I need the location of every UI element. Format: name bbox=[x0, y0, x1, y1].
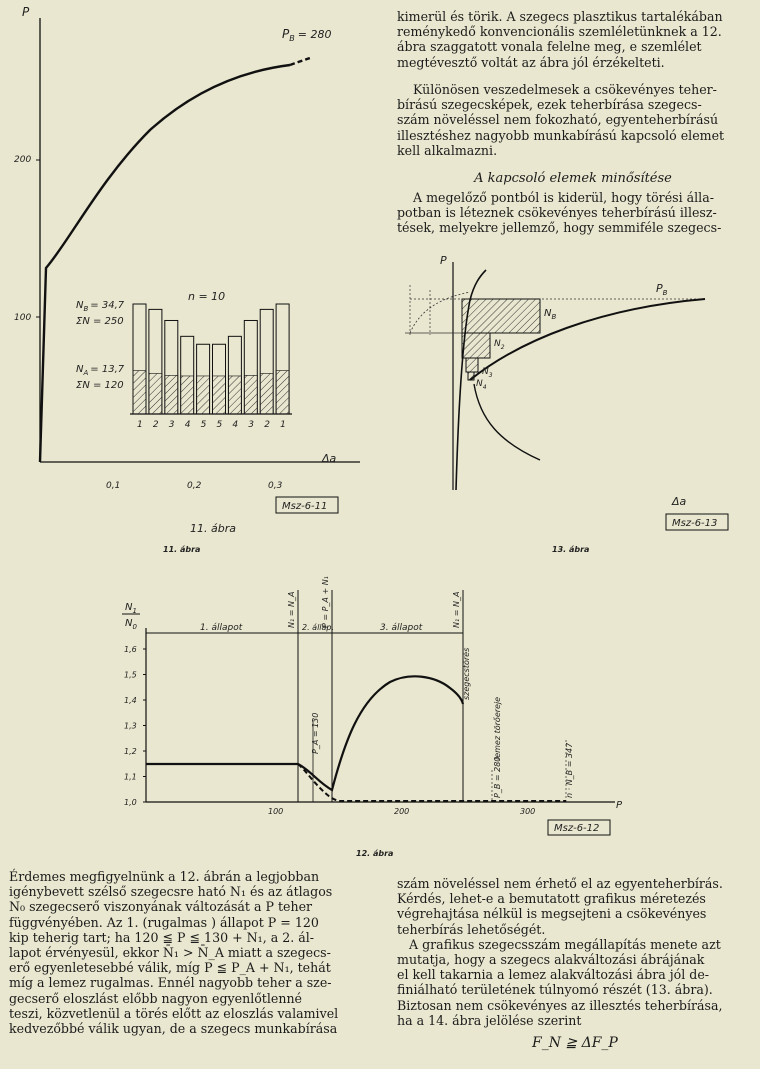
fig12-ytick-label: 1,3 bbox=[124, 721, 137, 731]
inset-bar-label: 3 bbox=[168, 420, 175, 430]
fig12-vlabel-na: N₁ = N_A bbox=[287, 591, 296, 628]
fig12-vlabel-pa-n1: P = P_A + N₁ bbox=[321, 576, 330, 628]
fig13-n4-label: $N_4$ bbox=[476, 379, 487, 391]
right-paragraph-2: Különösen veszedelmesek a csökevényes teher- bírású szegecsképek, ezek teherbírása szegecs- szám növeléssel nem fokozható, egyenteherbírású illesztéshez nagyobb munkabírású kapcsoló elemet kell alkalmazni. bbox=[397, 82, 725, 158]
fig12-ytick-label: 1,4 bbox=[124, 696, 137, 705]
fig12-vlabel-plate: lemez törőereje bbox=[493, 696, 502, 760]
right-paragraph-1: kimerül és törik. A szegecs plasztikus tartalékában reménykedő konvencionális szemléletünknek a 12. ábra szaggatott vonala felelne meg, e szemlélet megtévesztő voltát az ábra jól érzékelteti. bbox=[397, 9, 723, 70]
inset-na-label: $N_A = 13,7$ bbox=[76, 364, 125, 377]
fig13-ylabel: P bbox=[440, 254, 447, 267]
fig11-printed-caption: 11. ábra bbox=[163, 545, 201, 554]
fig12-xtick-200: 200 bbox=[394, 807, 410, 816]
fig11-ref-text: Msz-6-11 bbox=[282, 501, 328, 512]
fig12-xtick-300: 300 bbox=[520, 807, 536, 816]
fig12-vlabel-na-2: N₁ = N_A bbox=[452, 591, 461, 628]
fig11-ylabel: P bbox=[22, 5, 30, 19]
fig13-xlabel: Δa bbox=[672, 495, 687, 508]
fig12-ytick-label: 1,2 bbox=[124, 747, 137, 756]
section-heading: A kapcsoló elemek minősítése bbox=[474, 171, 672, 186]
fig12-ylabel-den: $N_0$ bbox=[125, 618, 137, 631]
fig12-ytick-label: 1,5 bbox=[124, 670, 137, 680]
inset-bar-label: 2 bbox=[152, 420, 159, 430]
right-paragraph-3: A megelőző pontból is kiderül, hogy törési álla- potban is léteznek csökevényes teherbírású illesz- tések, melyekre jellemző, hogy semmiféle szegecs- bbox=[397, 190, 722, 236]
fig12-ytick-label: 1,6 bbox=[124, 645, 137, 654]
bottom-left-paragraph: Érdemes megfigyelnünk a 12. ábrán a legjobban igénybevett szélső szegecsre ható N₁ és az átlagos N₀ szegecserő viszonyának változását a P teher függvényében. Az 1. (rugalmas ) állapot P = 120 kip teherig tart; ha 120 ≦ P ≦ 130 + N₁, a 2. ál- lapot érvényesül, ekkor N̄₁ > N̄_A miatt a szegecs- erő egyenletesebbé válik, míg P ≦ P_A + N₁, tehát míg a lemez rugalmas. Ennél nagyobb teher a sze- gecserő eloszlást előbb nagyon egyenlőtlenné teszi, közvetlenül a törés előtt az eloszlás valamivel kedvezőbbé válik ugyan, de a szegecs munkabírása bbox=[9, 869, 339, 1037]
fig12-vlabel-rivet-break: szegecstörés bbox=[462, 647, 471, 700]
fig13-ref-text: Msz-6-13 bbox=[672, 518, 718, 529]
fig12-ylabel-num: $N_1$ bbox=[125, 602, 137, 615]
fig13-pb-label: $P_B$ bbox=[656, 282, 668, 297]
fig11-hand-caption: 11. ábra bbox=[190, 522, 236, 535]
fig11-xlabel: Δa bbox=[322, 452, 337, 465]
fig13-n2-label: $N_2$ bbox=[494, 339, 505, 351]
fig12-xtick-100: 100 bbox=[268, 807, 284, 816]
fig12-ytick-label: 1,0 bbox=[124, 798, 137, 807]
fig13-printed-caption: 13. ábra bbox=[552, 545, 590, 554]
fig13-n3-label: $N_3$ bbox=[482, 367, 493, 379]
fig11-ytick-100: 100 bbox=[14, 313, 32, 323]
fig12-printed-caption: 12. ábra bbox=[356, 849, 394, 858]
inset-nb-label: $N_B = 34,7$ bbox=[76, 300, 125, 313]
fig11-xtick-01: 0,1 bbox=[106, 481, 121, 491]
inset-sumn-bottom: ΣN = 120 bbox=[76, 380, 124, 391]
fig12-state-2: 2. állap. bbox=[302, 623, 335, 632]
inset-bar-label: 4 bbox=[232, 420, 239, 430]
inset-bar-label: 1 bbox=[137, 420, 143, 430]
fig13-nb-label: $N_B$ bbox=[544, 308, 557, 321]
fig11-xtick-03: 0,3 bbox=[268, 481, 283, 491]
inset-bar-label: 1 bbox=[280, 420, 286, 430]
inset-n-label: n = 10 bbox=[188, 290, 226, 303]
inset-bar-label: 4 bbox=[184, 420, 191, 430]
inset-bar-label: 5 bbox=[200, 420, 207, 430]
fig12-ref-text: Msz-6-12 bbox=[554, 823, 600, 834]
fig11-ytick-200: 200 bbox=[14, 155, 32, 165]
inset-sumn-top: ΣN = 250 bbox=[76, 316, 124, 327]
fig12-xlabel: P bbox=[616, 800, 623, 811]
fig12-ytick-label: 1,1 bbox=[124, 772, 137, 782]
inset-bar-label: 3 bbox=[248, 420, 255, 430]
fig12-vlabel-nnb: n · N_B = 347 bbox=[565, 742, 574, 798]
fig12-vlabel-pa130: P_A = 130 bbox=[311, 712, 320, 754]
fig11-pb-label: $P_B = 280$ bbox=[282, 27, 332, 43]
fig12-state-3: 3. állapot bbox=[380, 623, 423, 633]
inset-bar-label: 2 bbox=[264, 420, 270, 430]
fig12-vlabel-pb: P_B = 280 bbox=[493, 756, 502, 798]
inset-bar-label: 5 bbox=[216, 420, 223, 430]
formula: F_N ≧ ΔF_P bbox=[532, 1035, 618, 1051]
fig11-xtick-02: 0,2 bbox=[187, 481, 202, 491]
fig12-state-1: 1. állapot bbox=[200, 623, 243, 633]
fig12-ratio-curve bbox=[146, 676, 463, 790]
bottom-right-paragraph: szám növeléssel nem érhető el az egyenteherbírás. Kérdés, lehet-e a bemutatott grafikus méretezés végrehajtása nélkül is megsejteni a csökevényes teherbírás lehetőségét. A grafikus szegecsszám megállapítás menete azt mutatja, hogy a szegecs alakváltozási ábrájának el kell takarnia a lemez alakváltozási ábra jól de- finiálható területének túlnyomó részét (13. ábra). Biztosan nem csökevényes az illesztés teherbírása, ha a 14. ábra jelölése szerint bbox=[397, 876, 723, 1028]
